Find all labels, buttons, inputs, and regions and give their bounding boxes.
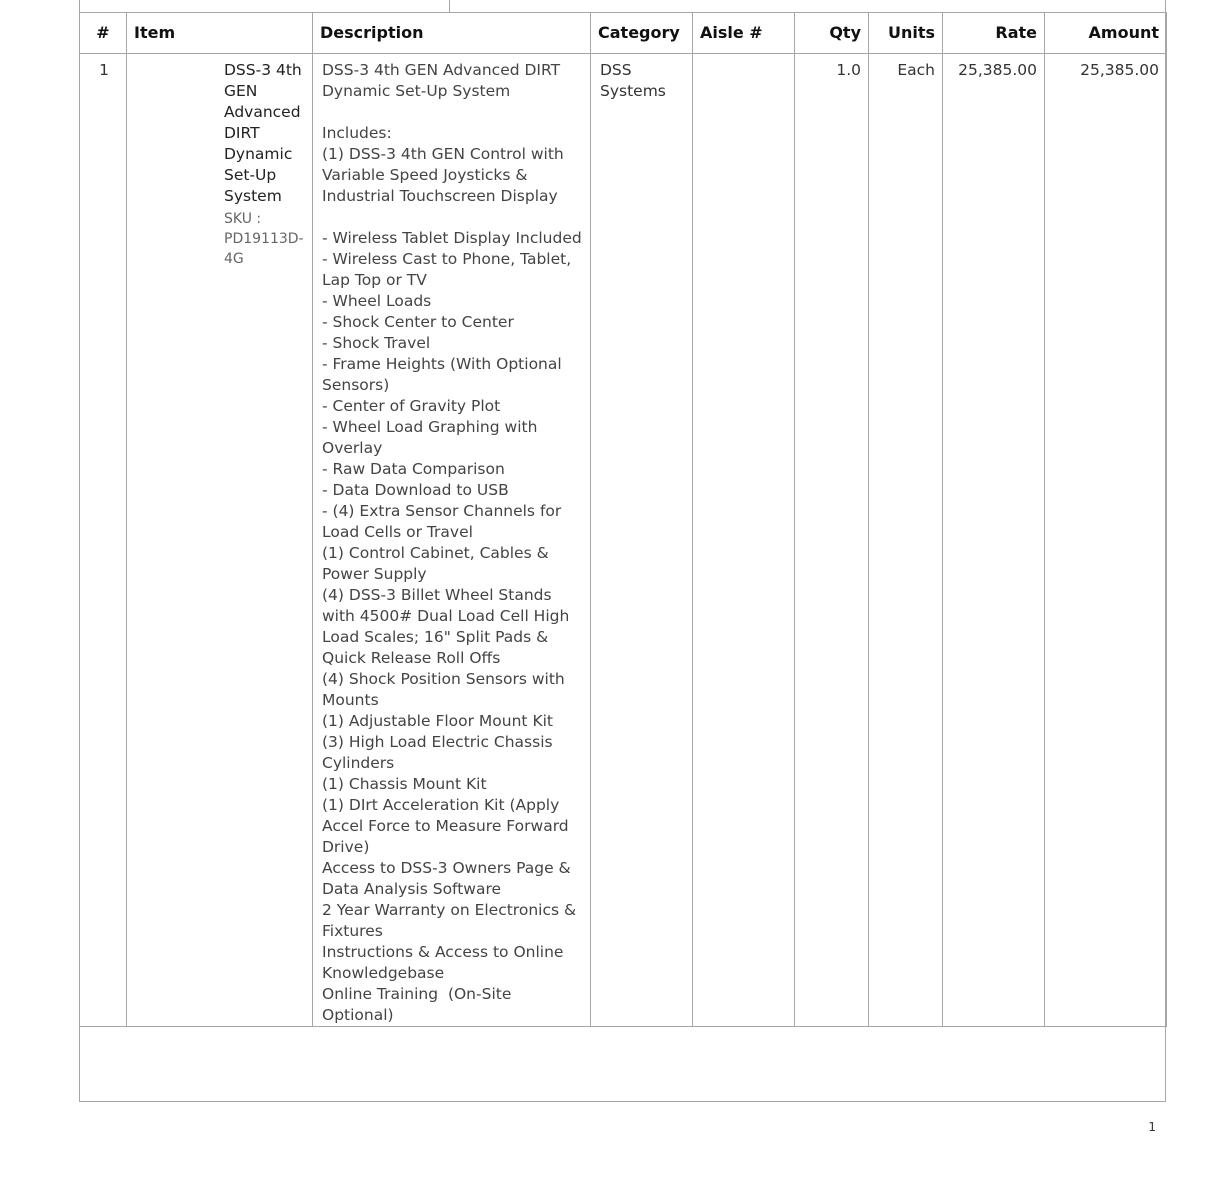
description-line: (4) Shock Position Sensors with Mounts <box>322 670 570 709</box>
row-units: Each <box>869 54 943 1027</box>
header-num: # <box>80 13 127 54</box>
description-line: - Raw Data Comparison <box>322 460 505 478</box>
description-line <box>322 102 583 123</box>
header-item: Item <box>127 13 313 54</box>
row-amount: 25,385.00 <box>1045 54 1167 1027</box>
table-row <box>80 54 1167 1027</box>
description-line: Online Training (On-Site Optional) <box>322 985 517 1024</box>
description-line: - Wireless Tablet Display Included <box>322 229 582 247</box>
description-line: (4) DSS-3 Billet Wheel Stands with 4500# Dual Load Cell High Load Scales; 16" Split Pads & Quick Release Roll Offs <box>322 586 575 667</box>
row-category: DSS Systems <box>591 54 693 1027</box>
description-line: (1) Chassis Mount Kit <box>322 775 487 793</box>
description-line: (1) DSS-3 4th GEN Control with Variable Speed Joysticks & Industrial Touchscreen Display <box>322 145 569 205</box>
description-line: - Wheel Loads <box>322 292 432 310</box>
header-units: Units <box>869 13 943 54</box>
description-line: - Shock Travel <box>322 334 431 352</box>
table-header-row <box>80 13 1167 54</box>
description-line: (1) Control Cabinet, Cables & Power Supply <box>322 544 554 583</box>
description-line: (1) DIrt Acceleration Kit (Apply Accel Force to Measure Forward Drive) <box>322 796 574 856</box>
row-aisle <box>693 54 795 1027</box>
description-line: Includes: <box>322 124 392 142</box>
row-description-cell <box>313 54 591 1027</box>
header-aisle: Aisle # <box>693 13 795 54</box>
description-line <box>322 207 583 228</box>
item-sku: SKU : PD19113D-4G <box>224 211 304 267</box>
description-line: - (4) Extra Sensor Channels for Load Cells or Travel <box>322 502 567 541</box>
description-line: - Shock Center to Center <box>322 313 514 331</box>
row-item-cell <box>127 54 313 1027</box>
description-line: - Center of Gravity Plot <box>322 397 501 415</box>
header-description: Description <box>313 13 591 54</box>
description-lines <box>322 60 583 1026</box>
description-line: Access to DSS-3 Owners Page & Data Analysis Software <box>322 859 576 898</box>
description-line: 2 Year Warranty on Electronics & Fixtures <box>322 901 581 940</box>
item-title: DSS-3 4th GEN Advanced DIRT Dynamic Set-Up System <box>224 61 302 205</box>
header-qty: Qty <box>795 13 869 54</box>
header-category: Category <box>591 13 693 54</box>
description-line: Instructions & Access to Online Knowledgebase <box>322 943 569 982</box>
description-line: DSS-3 4th GEN Advanced DIRT Dynamic Set-Up System <box>322 61 566 100</box>
row-rate: 25,385.00 <box>943 54 1045 1027</box>
description-line: - Data Download to USB <box>322 481 509 499</box>
row-qty: 1.0 <box>795 54 869 1027</box>
header-amount: Amount <box>1045 13 1167 54</box>
page-number: 1 <box>1148 1120 1156 1134</box>
description-line: (1) Adjustable Floor Mount Kit <box>322 712 553 730</box>
description-line: - Frame Heights (With Optional Sensors) <box>322 355 567 394</box>
description-line: (3) High Load Electric Chassis Cylinders <box>322 733 558 772</box>
description-line: - Wheel Load Graphing with Overlay <box>322 418 543 457</box>
line-items-table <box>79 12 1167 1027</box>
description-line: - Wireless Cast to Phone, Tablet, Lap Top or TV <box>322 250 577 289</box>
header-rate: Rate <box>943 13 1045 54</box>
row-num: 1 <box>80 54 127 1027</box>
